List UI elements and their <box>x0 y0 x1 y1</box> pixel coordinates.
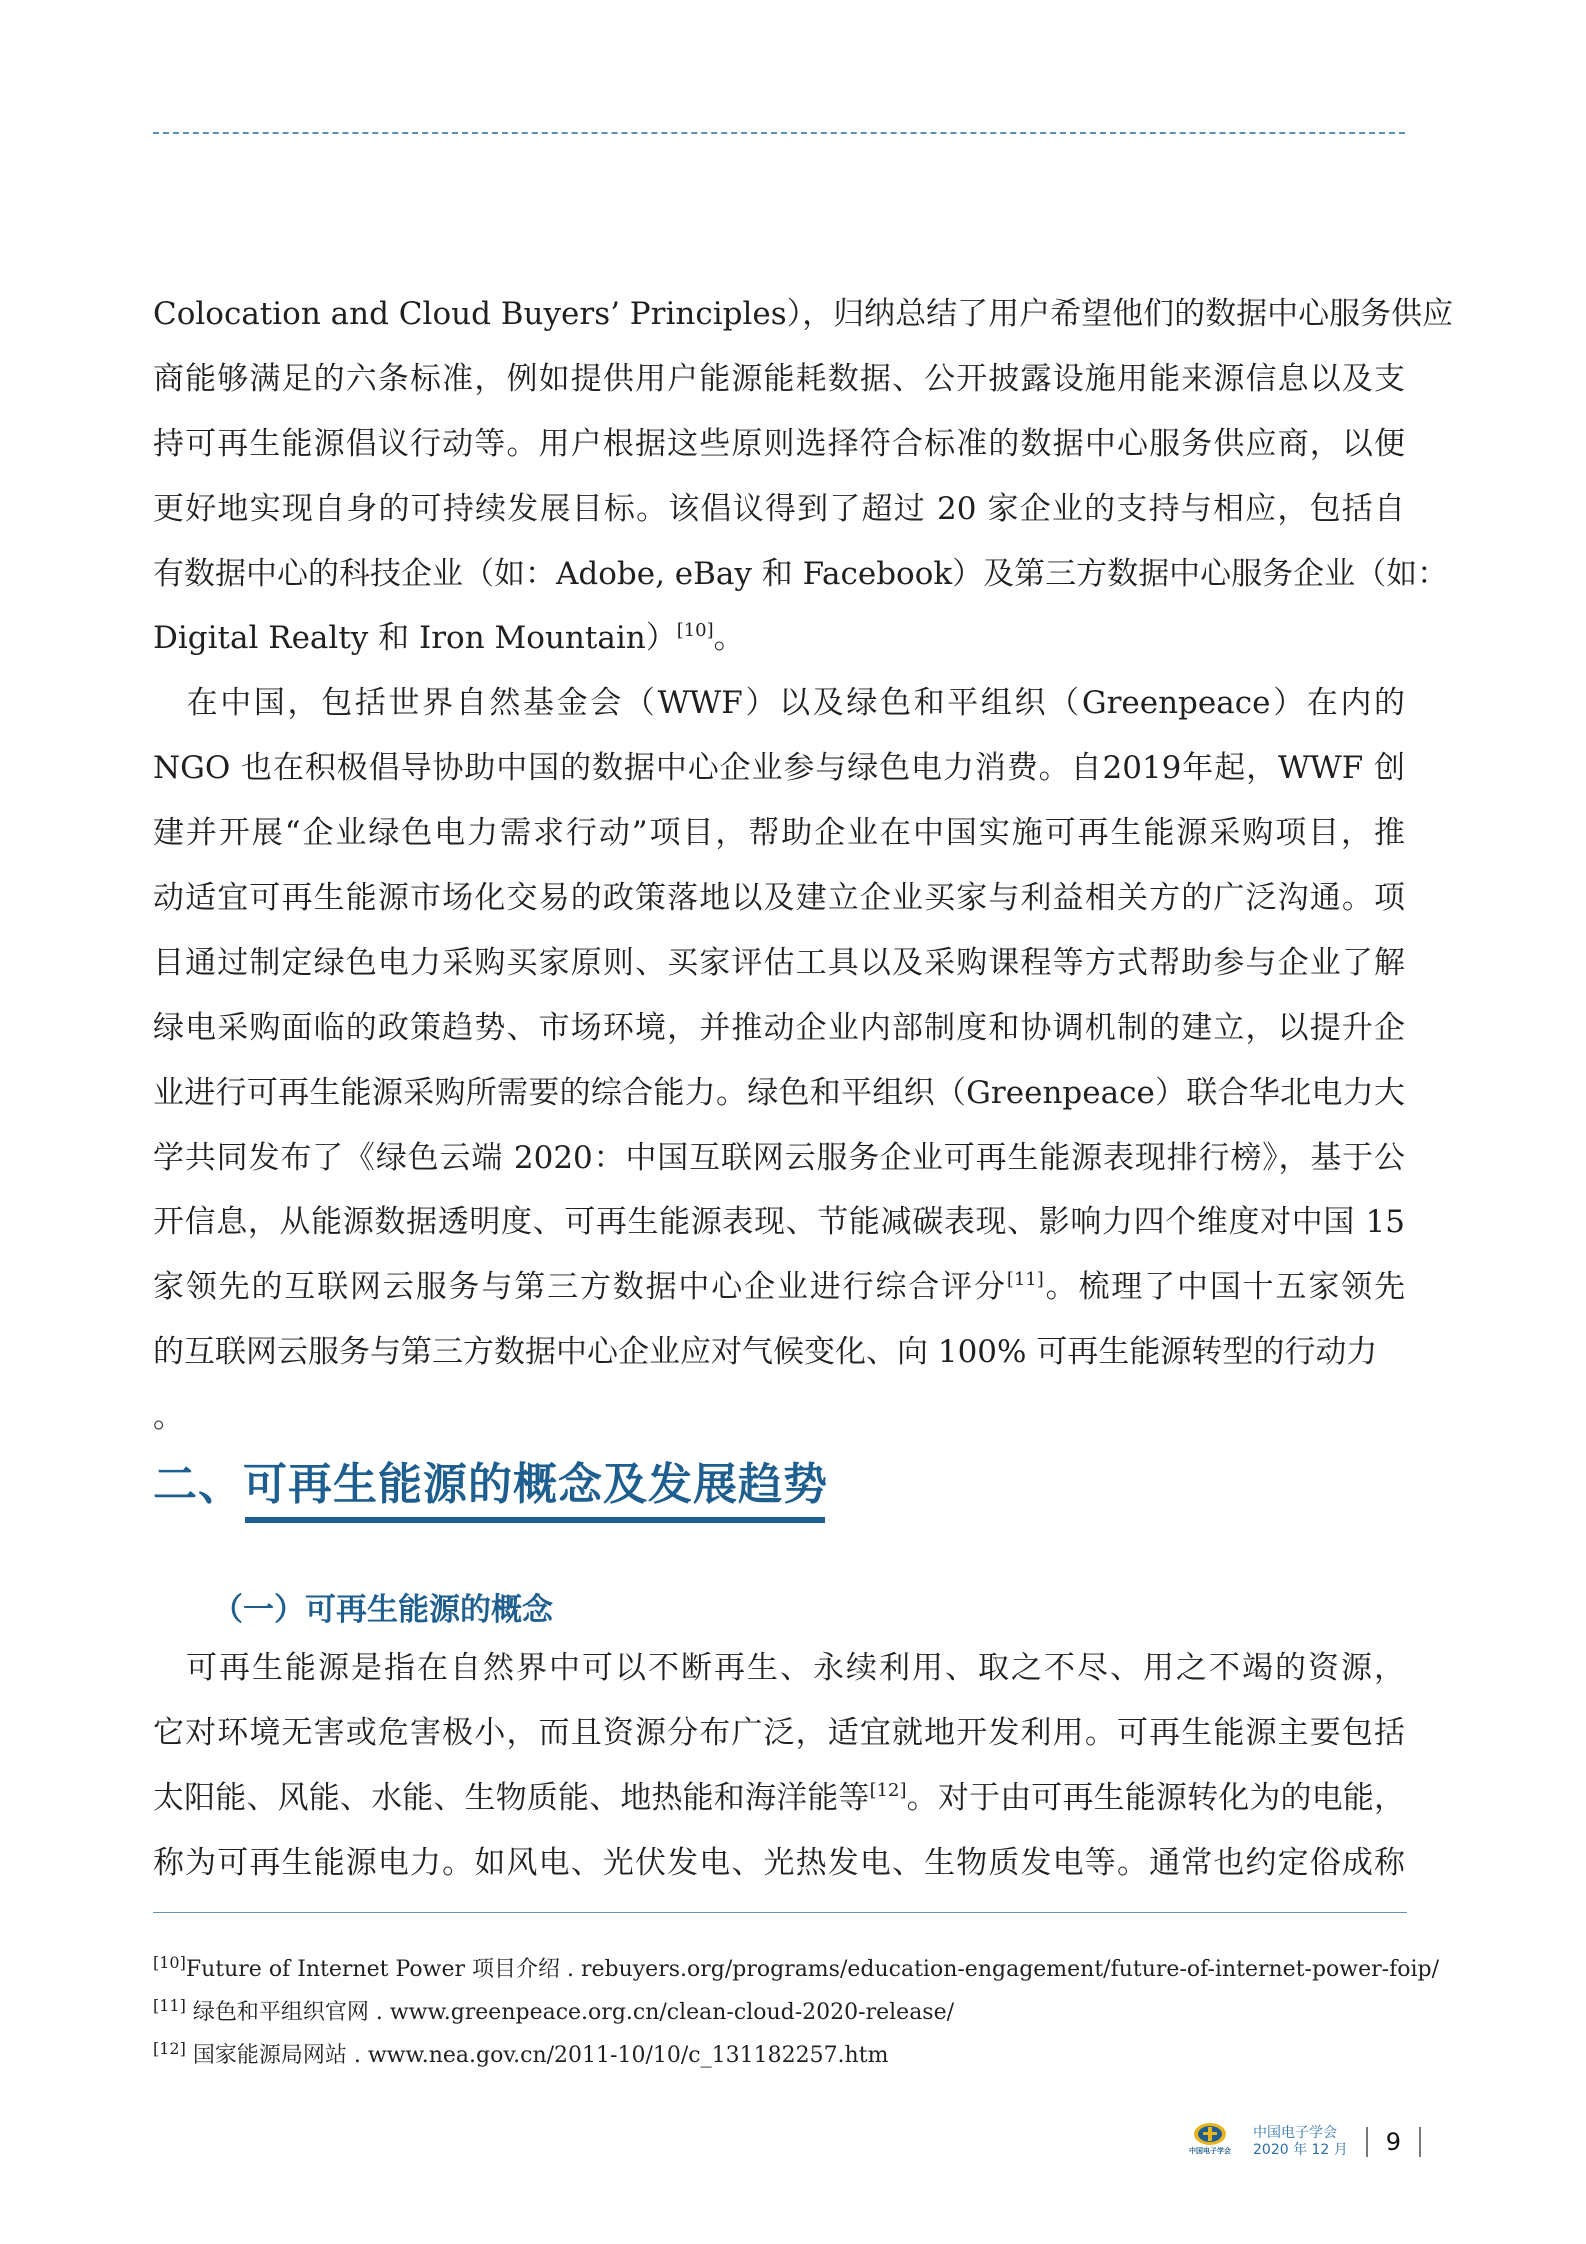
footnote-number: [12] <box>153 2039 186 2058</box>
text-span: 。对于由可再生能源转化为的电能， <box>906 1779 1406 1816</box>
footer-divider <box>1419 2127 1421 2157</box>
footnote-text[interactable]: 绿色和平组织官网 . www.greenpeace.org.cn/clean-cloud-2020-release/ <box>185 2000 955 2025</box>
text-span: 。梳理了中国十五家领先 <box>1043 1269 1406 1306</box>
text-line: 建并开展“企业绿色电力需求行动”项目，帮助企业在中国实施可再生能源采购项目，推 <box>153 815 1405 852</box>
header-dashed-rule <box>153 132 1405 134</box>
footnote-ref-10[interactable]: [10] <box>676 620 714 642</box>
text-span: Digital Realty 和 Iron Mountain） <box>153 620 677 657</box>
section-heading: 二、可再生能源的概念及发展趋势 <box>153 1459 828 1510</box>
text-line <box>153 606 1405 671</box>
cie-emblem-icon <box>1193 2122 1227 2146</box>
text-line: 有数据中心的科技企业（如：Adobe, eBay 和 Facebook）及第三方数据中心服务企业（如： <box>153 555 1449 592</box>
footer-org-name: 中国电子学会 <box>1253 2125 1337 2141</box>
footnote-10 <box>153 1952 1439 1983</box>
footer-divider <box>1366 2127 1368 2157</box>
text-line: 开信息，从能源数据透明度、可再生能源表现、节能减碳表现、影响力四个维度对中国 15 <box>153 1204 1405 1241</box>
footnote-ref-11[interactable]: [11] <box>1006 1269 1044 1291</box>
text-span: 。 <box>713 620 745 657</box>
text-line: 它对环境无害或危害极小，而且资源分布广泛，适宜就地开发利用。可再生能源主要包括 <box>153 1714 1405 1751</box>
section-heading-underline <box>245 1517 825 1523</box>
text-line: 绿电采购面临的政策趋势、市场环境，并推动企业内部制度和协调机制的建立，以提升企 <box>153 1009 1405 1046</box>
text-line: NGO 也在积极倡导协助中国的数据中心企业参与绿色电力消费。自2019年起，WWF 创 <box>153 750 1405 787</box>
text-line: 动适宜可再生能源市场化交易的政策落地以及建立企业买家与利益相关方的广泛沟通。项 <box>153 880 1405 917</box>
text-line: 目通过制定绿色电力采购买家原则、买家评估工具以及采购课程等方式帮助参与企业了解 <box>153 944 1405 981</box>
text-line: 的互联网云服务与第三方数据中心企业应对气候变化、向 100% 可再生能源转型的行动力 <box>153 1334 1378 1371</box>
footnote-separator <box>153 1912 1407 1913</box>
subsection-heading: （一）可再生能源的概念 <box>212 1592 553 1628</box>
footer-date: 2020 年 12 月 <box>1253 2142 1348 2158</box>
text-line: 持可再生能源倡议行动等。用户根据这些原则选择符合标准的数据中心服务供应商，以便 <box>153 425 1405 462</box>
footer-org-info <box>1253 2125 1348 2159</box>
text-line: 称为可再生能源电力。如风电、光伏发电、光热发电、生物质发电等。通常也约定俗成称 <box>153 1844 1405 1881</box>
text-span: 家领先的互联网云服务与第三方数据中心企业进行综合评分 <box>153 1269 1007 1306</box>
text-line: 。 <box>153 1399 184 1436</box>
body-text-paragraph-3 <box>153 1636 1405 1896</box>
text-line: 在中国，包括世界自然基金会（WWF）以及绿色和平组织（Greenpeace）在内的 <box>153 685 1405 722</box>
body-text-paragraphs-1-2 <box>153 282 1454 1450</box>
cie-logo <box>1185 2122 1235 2162</box>
footnote-12 <box>153 2038 888 2069</box>
footnote-number: [11] <box>153 1996 186 2015</box>
footnote-ref-12[interactable]: [12] <box>869 1779 907 1801</box>
footnote-number: [10] <box>153 1953 186 1972</box>
text-line: 学共同发布了《绿色云端 2020：中国互联网云服务企业可再生能源表现排行榜》，基于公 <box>153 1139 1405 1176</box>
text-line: 业进行可再生能源采购所需要的综合能力。绿色和平组织（Greenpeace）联合华北电力大 <box>153 1074 1405 1111</box>
text-line: 可再生能源是指在自然界中可以不断再生、永续利用、取之不尽、用之不竭的资源， <box>153 1650 1405 1686</box>
footnote-11 <box>153 1995 954 2026</box>
text-line <box>153 1255 1405 1320</box>
footnote-text[interactable]: 国家能源局网站 . www.nea.gov.cn/2011-10/10/c_131182257.htm <box>185 2043 889 2068</box>
page-footer <box>1185 2122 1439 2162</box>
logo-text: 中国电子学会 <box>1189 2147 1231 2155</box>
footnote-text[interactable]: Future of Internet Power 项目介绍 . rebuyers.org/programs/education-engagement/future-of-internet-power-foip/ <box>185 1957 1440 1982</box>
text-span: 太阳能、风能、水能、生物质能、地热能和海洋能等 <box>153 1779 870 1816</box>
text-line <box>153 1766 1405 1831</box>
text-line: 商能够满足的六条标准，例如提供用户能源能耗数据、公开披露设施用能来源信息以及支 <box>153 360 1405 397</box>
page-number: 9 <box>1385 2128 1402 2156</box>
text-line: 更好地实现自身的可持续发展目标。该倡议得到了超过 20 家企业的支持与相应，包括自 <box>153 490 1405 527</box>
text-line: Colocation and Cloud Buyers’ Principles），归纳总结了用户希望他们的数据中心服务供应 <box>153 296 1454 332</box>
